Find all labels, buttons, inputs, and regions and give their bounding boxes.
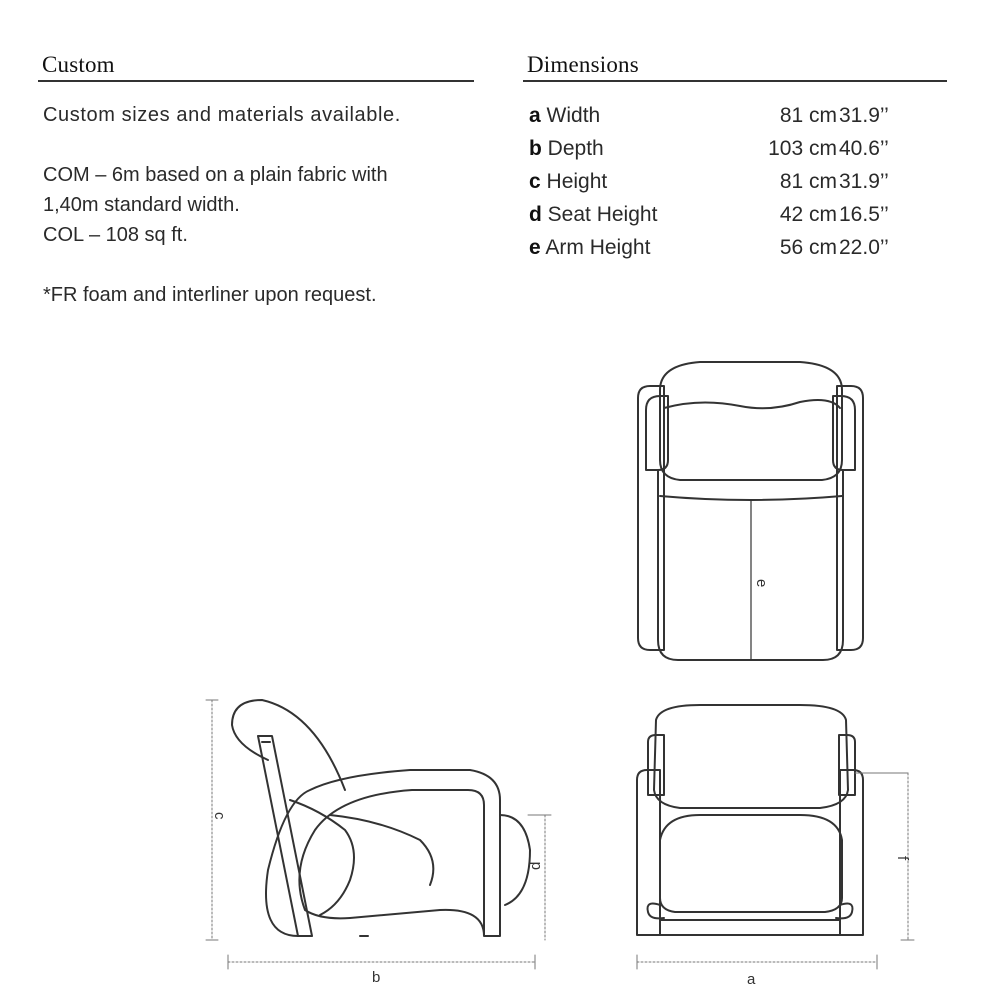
custom-sizes-text: Custom sizes and materials available. [43,104,401,126]
dimension-label: Arm Height [545,236,651,259]
dimension-inches: 22.0’’ [839,236,889,259]
depth-label: b [372,969,381,986]
dimension-label: Height [546,170,608,193]
chair-front-view [637,705,863,935]
chair-top-view [638,362,863,660]
dimension-cm: 81 cm [779,170,837,193]
dimension-label: Width [546,104,601,127]
seat-height-label: d [527,861,544,870]
dimension-cm: 103 cm [768,137,837,160]
dimension-cm: 42 cm [779,203,837,226]
com-line: COM – 6m based on a plain fabric with [43,164,388,186]
dimensions-section-title: Dimensions [523,52,947,82]
com-continuation-line: 1,40m standard width. [43,194,240,216]
custom-section-title: Custom [38,52,474,82]
col-line: COL – 108 sq ft. [43,224,188,246]
width-label: a [747,971,756,988]
dimension-letter: e [529,236,541,259]
top-view-label: e [753,579,770,588]
dimension-label: Depth [547,137,604,160]
dimension-inches: 40.6’’ [839,137,889,160]
fr-foam-note: *FR foam and interliner upon request. [43,284,377,306]
arm-height-label: f [894,856,911,861]
dimension-inches: 31.9’’ [839,170,889,193]
dimension-cm: 56 cm [779,236,837,259]
dimension-letter: d [529,203,542,226]
dimension-label: Seat Height [547,203,658,226]
dimension-letter: b [529,137,542,160]
dimension-letter: c [529,170,541,193]
chair-side-view [232,700,530,936]
height-label: c [211,812,228,820]
dimension-inches: 16.5’’ [839,203,889,226]
dimension-cm: 81 cm [779,104,837,127]
dimension-letter: a [529,104,541,127]
dimension-inches: 31.9’’ [839,104,889,127]
